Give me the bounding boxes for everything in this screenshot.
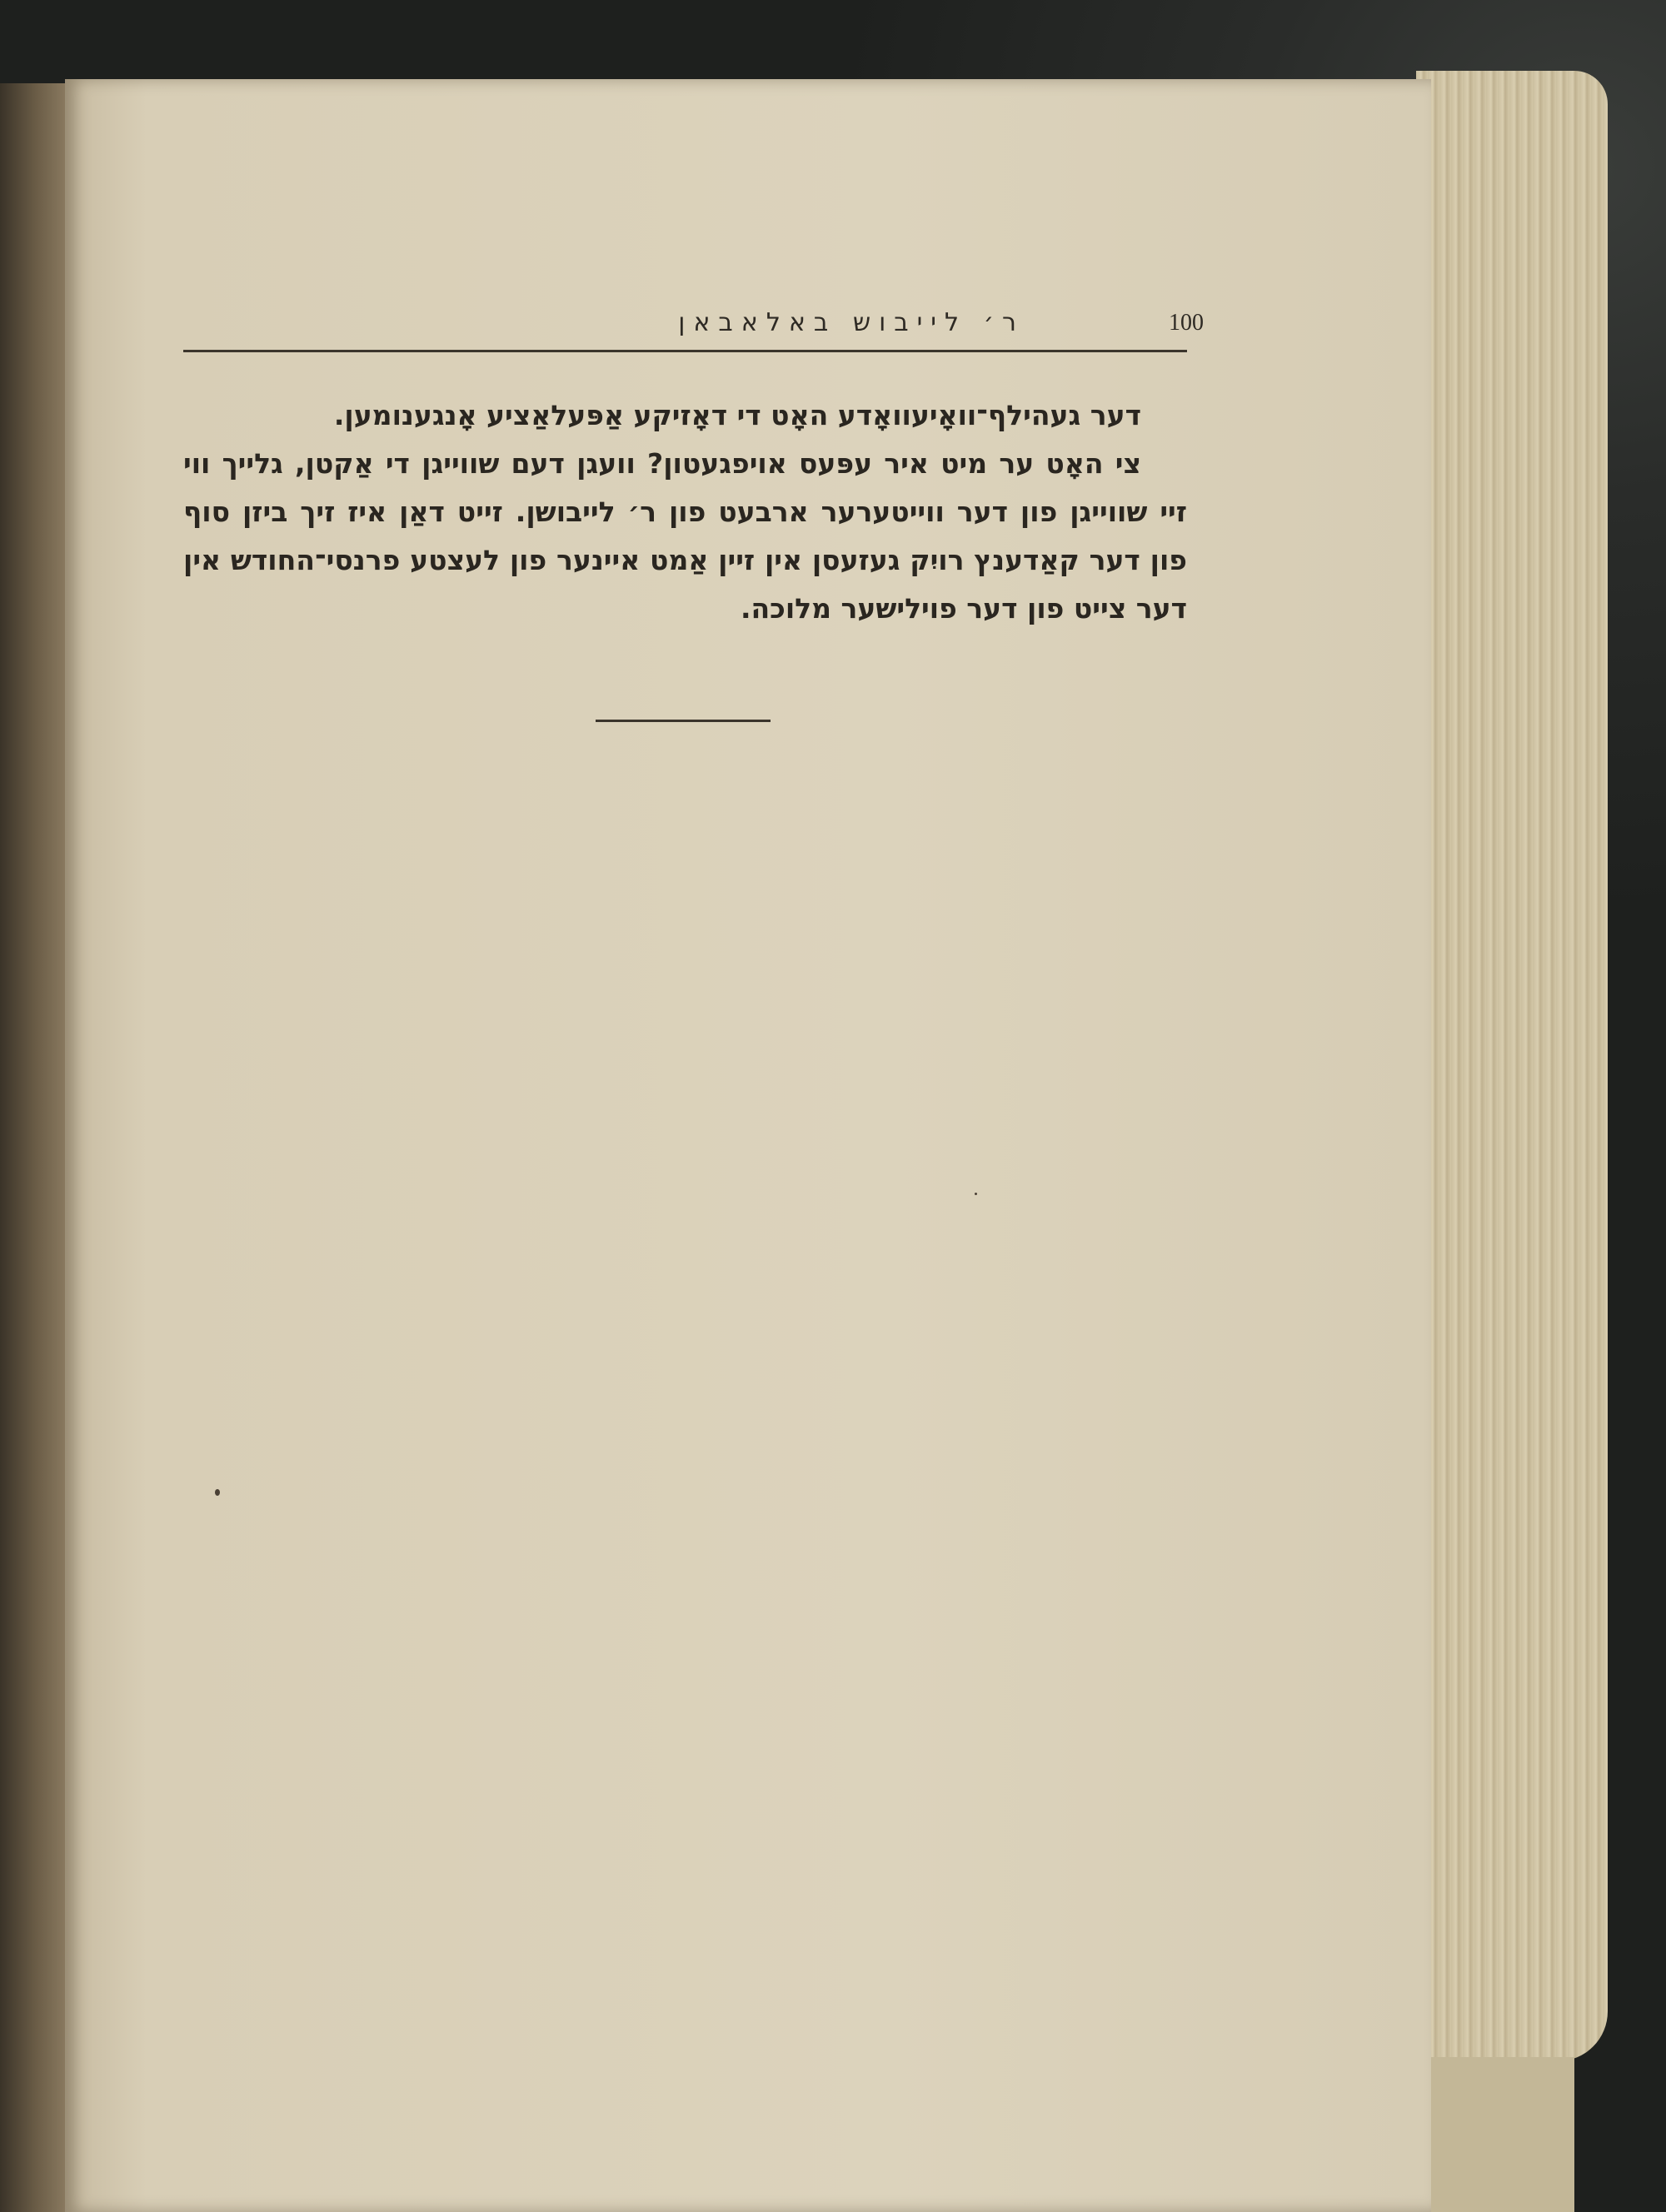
paper-speck — [215, 1489, 220, 1496]
paragraph: צי האָט ער מיט איר עפּעס אויפגעטון? וועגן דעם שווייגן די אַקטן, גלייך ווי זיי שווייגן פון דער ווייטערער ארבעט פון ר׳ לייבושן. זייט דאַן איז זיך ביזן סוף פון דער קאַדענץ רויִק געזעסן אין זיין אַמט איינער פון לעצטע פרנסי־החודש אין דער צייט פון דער פוילישער מלוכה. — [183, 447, 1187, 625]
page-number: 100 — [1169, 310, 1204, 336]
running-head — [183, 306, 1204, 356]
running-title: ר׳ לייבוש באלאבאן — [678, 308, 1025, 337]
section-end-rule — [596, 720, 771, 722]
facing-page-edge — [0, 83, 67, 2212]
paragraph: דער געהילף־וואָיעוואָדע האָט די דאָזיקע אַפּעלאַציע אָנגענומען. — [333, 399, 1141, 431]
page-block-edges — [1416, 71, 1608, 2061]
body-text — [183, 391, 1187, 633]
header-rule — [183, 350, 1187, 352]
page-block-edges-lower — [1416, 2057, 1574, 2212]
paper-speck — [975, 1193, 977, 1195]
